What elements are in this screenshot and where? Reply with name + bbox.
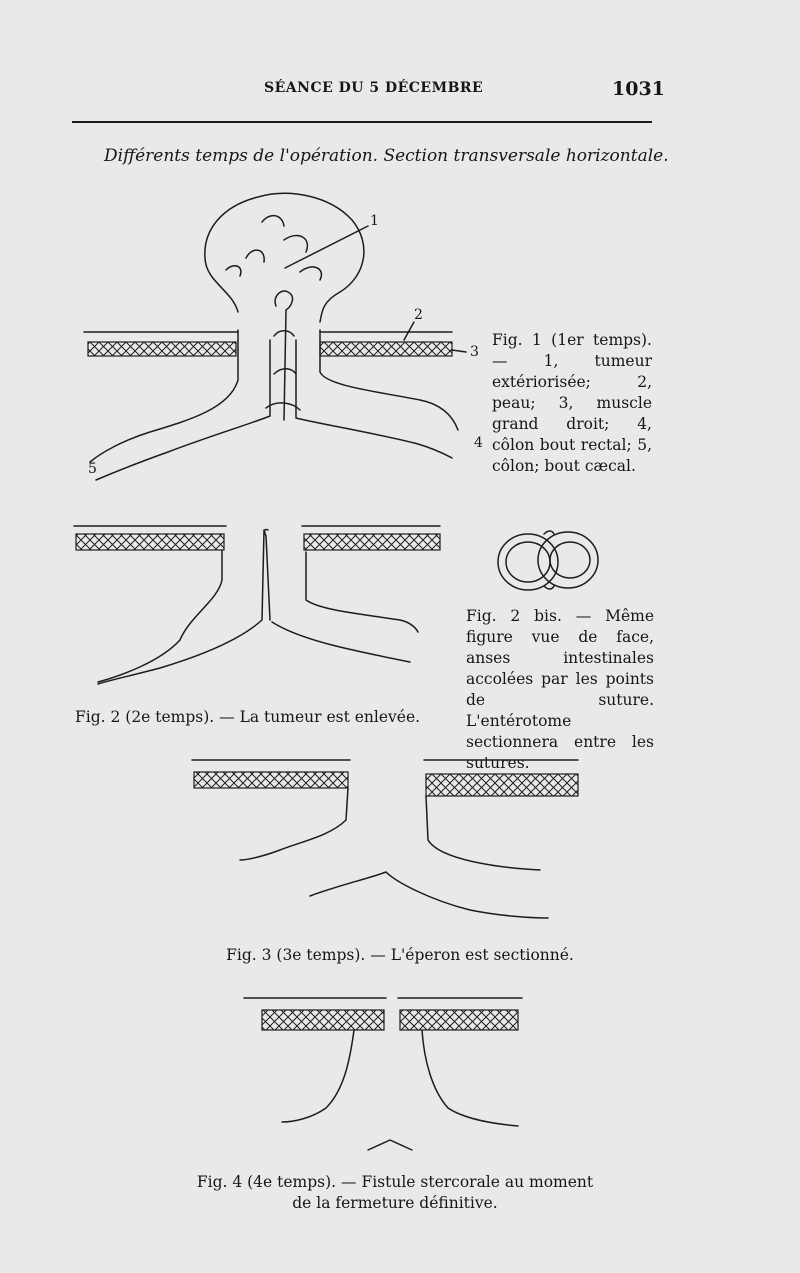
cut-spur [310,872,548,918]
suture-mark-bottom [544,586,554,589]
tumor-outline [205,193,364,322]
figure-3-caption: Fig. 3 (3e temps). — L'éperon est sectionné. [226,946,574,964]
figure-1-caption: Fig. 1 (1er temps). — 1, tumeur extériorisée; 2, peau; 3, muscle grand droit; 4, côlon bout rectal; 5, côlon; bout cæcal. [492,331,652,475]
callout-line-2 [404,322,414,340]
figure-2bis-caption: Fig. 2 bis. — Même figure vue de face, anses intestinales accolées par les points de suture. L'entérotome sectionnera entre les sutures. [466,607,654,772]
muscle-hatch-right [400,1010,518,1030]
callout-3: 3 [470,344,479,360]
muscle-hatch-left [88,342,236,356]
muscle-hatch-left [76,534,224,550]
figure-4-drawing [0,990,600,1160]
callout-5: 5 [88,461,97,477]
closure-mark [368,1140,412,1150]
colon-wall-right [306,552,418,632]
tumor-pedicle [275,291,292,420]
figure-2-drawing [0,510,460,700]
colon-wall-left-inner [96,340,270,480]
muscle-hatch-right [426,774,578,796]
loop-right-inner [550,542,590,578]
fistula-wall-left [282,1030,354,1122]
figure-4-caption-line-2: de la fermeture définitive. [292,1194,498,1212]
muscle-hatch-left [262,1010,384,1030]
figure-4-caption-line-1: Fig. 4 (4e temps). — Fistule stercorale au moment [196,1173,594,1191]
page-header [0,78,800,108]
callout-line-3 [452,350,466,352]
callout-4: 4 [474,435,483,451]
page-number: 1031 [612,78,665,100]
callout-line-1 [285,226,368,268]
colon-wall-left [240,788,348,860]
running-head: SÉANCE DU 5 DÉCEMBRE [264,80,484,96]
figure-1-drawing [0,185,500,495]
spur-line [265,529,270,620]
colon-wall-left-inner [98,530,264,684]
tumor-folds [226,216,321,280]
loop-right-outer [538,532,598,588]
header-rule [72,121,652,123]
figure-4-caption [160,1172,630,1214]
figure-3-drawing [0,750,600,940]
colon-wall-right-inner [272,622,410,662]
fistula-wall-right [422,1030,518,1126]
muscle-hatch-right [304,534,440,550]
plate-title: Différents temps de l'opération. Section transversale horizontale. [104,146,669,166]
muscle-hatch-left [194,772,348,788]
figure-2bis-drawing [490,520,610,600]
suture-marks [266,331,300,410]
figure-2-caption: Fig. 2 (2e temps). — La tumeur est enlevée. [75,708,421,726]
callout-1: 1 [370,213,379,229]
suture-mark-top [544,531,554,534]
muscle-hatch-right [320,342,452,356]
colon-wall-left [98,550,222,682]
callout-2: 2 [414,307,423,323]
colon-wall-right [426,796,540,870]
